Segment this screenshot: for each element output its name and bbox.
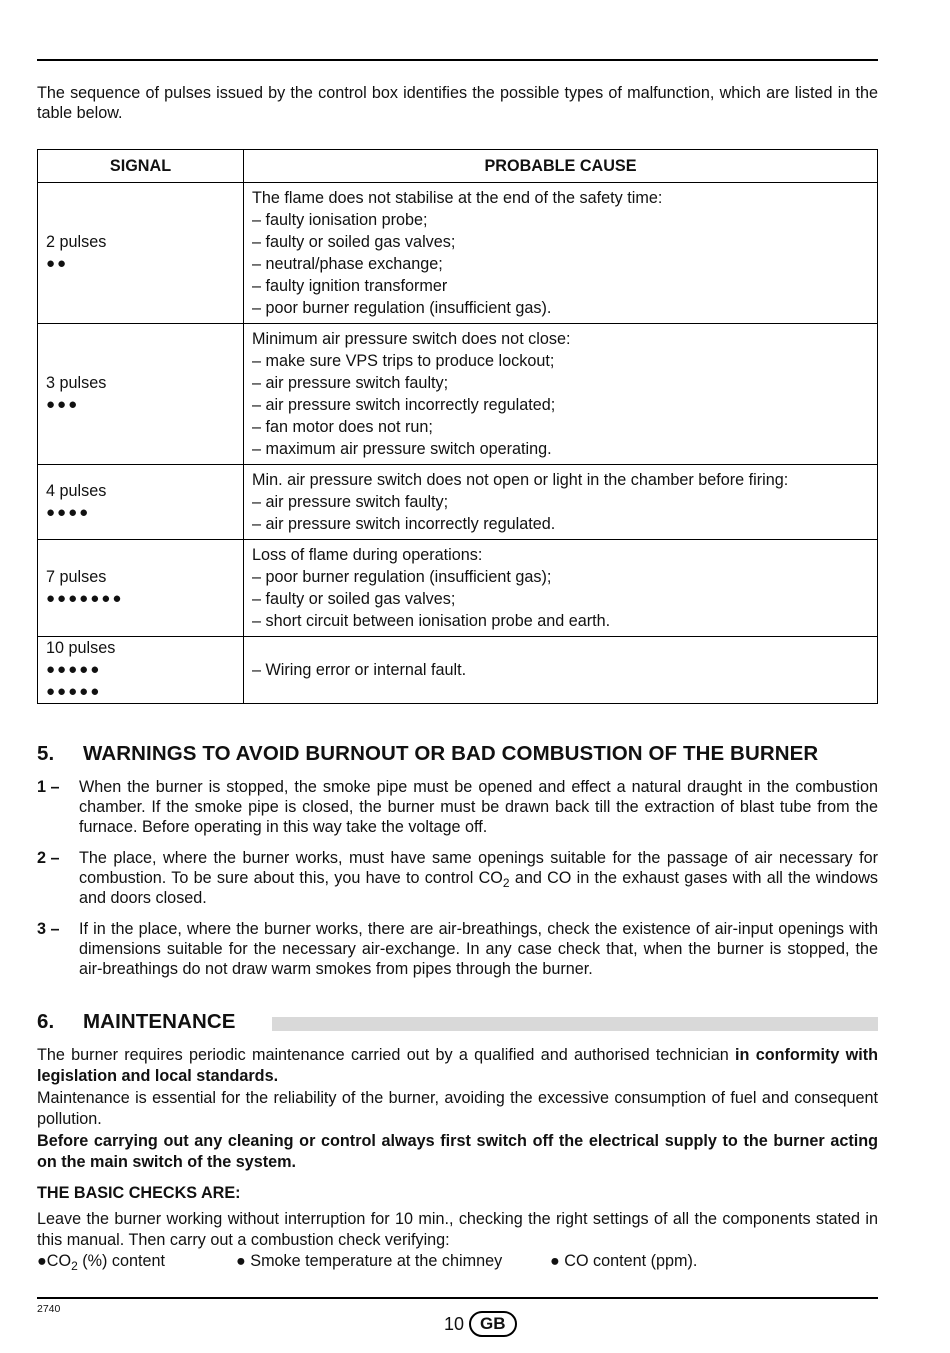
document-code: 2740	[37, 1303, 61, 1315]
check-co2-suffix: (%) content	[77, 1252, 166, 1270]
cause-cell	[244, 540, 878, 637]
warning-item-1	[37, 777, 878, 837]
cause-line: The flame does not stabilise at the end of the safety time:	[252, 189, 663, 207]
cause-line: – faulty ionisation probe;	[252, 211, 428, 229]
pulse-dots: ●●●	[46, 396, 80, 413]
combustion-checks-list	[37, 1251, 878, 1272]
warning-item-2	[37, 848, 878, 908]
basic-checks-heading: THE BASIC CHECKS ARE:	[37, 1184, 241, 1202]
warning-2-lead: 2 –	[37, 849, 60, 867]
cause-line: – neutral/phase exchange;	[252, 255, 443, 273]
section-5-number: 5.	[37, 742, 55, 765]
cause-cell	[244, 637, 878, 704]
pulse-dots: ●●●●	[46, 504, 91, 521]
table-row	[38, 324, 878, 465]
cause-line: – fan motor does not run;	[252, 418, 433, 436]
section-5-heading	[37, 742, 818, 766]
warning-3-text: If in the place, where the burner works, there are air-breathings, check the existence of air-input openings with dimensions suitable for the necessary air-exchange. In any case check that, when the burner is stopped, the air-breathings do not draw warm smokes from pipes through the burner.	[79, 920, 878, 978]
pulse-dots: ●●●●●	[46, 661, 102, 678]
intro-paragraph: The sequence of pulses issued by the control box identifies the possible types of malfunction, which are listed in the table below.	[37, 84, 878, 122]
pulse-dots: ●●●●●	[46, 683, 102, 700]
cause-line: – Wiring error or internal fault.	[252, 661, 467, 679]
language-badge: GB	[469, 1311, 517, 1337]
signal-cell	[38, 183, 244, 324]
table-row	[38, 540, 878, 637]
section-5-title: WARNINGS TO AVOID BURNOUT OR BAD COMBUSTION OF THE BURNER	[83, 742, 819, 765]
signal-cell	[38, 465, 244, 540]
check-co2	[37, 1251, 236, 1272]
page-number: 10	[444, 1313, 465, 1334]
top-rule	[37, 59, 878, 61]
warning-2-text-part-2: and CO in the exhaust gases with all the windows and doors closed.	[79, 869, 878, 907]
section-6-title: MAINTENANCE	[83, 1010, 236, 1033]
warning-item-3	[37, 919, 878, 979]
signal-label: 10 pulses	[46, 639, 116, 657]
cause-cell	[244, 324, 878, 465]
pulse-dots: ●●●●●●●	[46, 590, 124, 607]
signal-label: 4 pulses	[46, 482, 107, 500]
signal-label: 2 pulses	[46, 233, 107, 251]
pulse-dots: ●●	[46, 255, 69, 272]
bottom-rule	[37, 1297, 878, 1299]
signal-label: 7 pulses	[46, 568, 107, 586]
signal-cell	[38, 637, 244, 704]
check-co2-subscript: 2	[71, 1259, 78, 1273]
table-row	[38, 183, 878, 324]
cause-line: – poor burner regulation (insufficient gas);	[252, 568, 552, 586]
maintenance-p1-plain: The burner requires periodic maintenance carried out by a qualified and authorised technician	[37, 1046, 736, 1064]
cause-line: Min. air pressure switch does not open or light in the chamber before firing:	[252, 471, 789, 489]
maintenance-paragraph-5: Leave the burner working without interruption for 10 min., checking the right settings of all the components stated in this manual. Then carry out a combustion check verifying:	[37, 1210, 878, 1249]
signal-cell	[38, 540, 244, 637]
cause-line: – faulty or soiled gas valves;	[252, 233, 456, 251]
maintenance-paragraph-1	[37, 1045, 878, 1087]
cause-cell	[244, 465, 878, 540]
cause-line: – air pressure switch incorrectly regulated.	[252, 515, 556, 533]
maintenance-paragraph-2: Maintenance is essential for the reliability of the burner, avoiding the excessive consumption of fuel and consequent pollution.	[37, 1089, 878, 1128]
table-header-row	[38, 150, 878, 183]
warning-2-text	[37, 848, 878, 908]
cause-line: – poor burner regulation (insufficient gas).	[252, 299, 552, 317]
section-6-heading	[37, 1010, 878, 1034]
header-signal: SIGNAL	[38, 150, 244, 183]
table-row	[38, 465, 878, 540]
cause-line: – air pressure switch incorrectly regulated;	[252, 396, 556, 414]
signal-cell	[38, 324, 244, 465]
cause-line: – maximum air pressure switch operating.	[252, 440, 552, 458]
warning-1-text: When the burner is stopped, the smoke pipe must be opened and effect a natural draught in the combustion chamber. If the smoke pipe is closed, the burner must be drawn back till the extraction of blast tube from the furnace. Before operating in this way take the voltage off.	[79, 778, 878, 836]
section-6-heading-bar	[272, 1017, 878, 1031]
cause-line: Loss of flame during operations:	[252, 546, 483, 564]
cause-line: – air pressure switch faulty;	[252, 493, 449, 511]
cause-line: – faulty or soiled gas valves;	[252, 590, 456, 608]
maintenance-safety-warning: Before carrying out any cleaning or control always first switch off the electrical supply to the burner acting on the main switch of the system.	[37, 1132, 878, 1171]
maintenance-p1-bold: in conformity with legislation and local standards.	[37, 1046, 878, 1085]
cause-line: – short circuit between ionisation probe and earth.	[252, 612, 611, 630]
malfunction-table	[37, 149, 878, 704]
table-row	[38, 637, 878, 704]
warning-1-lead: 1 –	[37, 778, 60, 796]
cause-line: – make sure VPS trips to produce lockout;	[252, 352, 555, 370]
signal-label: 3 pulses	[46, 374, 107, 392]
warning-3-lead: 3 –	[37, 920, 60, 938]
cause-line: – air pressure switch faulty;	[252, 374, 449, 392]
co2-subscript: 2	[502, 876, 510, 890]
check-co2-label: ●CO	[37, 1252, 72, 1270]
cause-cell	[244, 183, 878, 324]
cause-line: Minimum air pressure switch does not close:	[252, 330, 571, 348]
header-probable-cause: PROBABLE CAUSE	[244, 150, 878, 183]
check-smoke-temperature: ● Smoke temperature at the chimney	[236, 1252, 503, 1270]
warning-2-text-part-1: The place, where the burner works, must have same openings suitable for the passage of air necessary for combustion. To be sure about this, you have to control CO	[79, 849, 878, 887]
check-co-content: ● CO content (ppm).	[550, 1252, 698, 1270]
page-number-block	[444, 1311, 517, 1337]
cause-line: – faulty ignition transformer	[252, 277, 448, 295]
section-6-number: 6.	[37, 1010, 55, 1033]
